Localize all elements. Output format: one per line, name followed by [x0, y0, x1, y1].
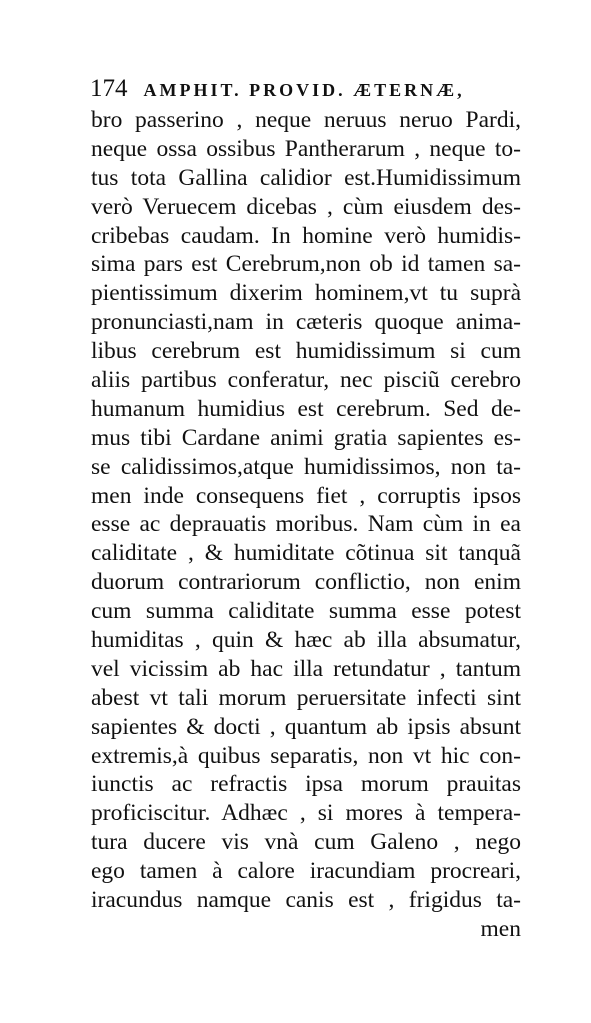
catchword: men	[480, 915, 521, 942]
text-line: cum summa caliditate summa esse potest	[91, 598, 521, 625]
text-line: sima pars est Cerebrum,non ob id tamen sa-	[91, 251, 521, 278]
text-line: proficiscitur. Adhæc , si mores à tempera-	[91, 800, 521, 827]
text-line: libus cerebrum est humidissimum si cum	[91, 338, 521, 365]
text-line: humiditas , quin & hæc ab illa absumatur,	[91, 627, 521, 654]
running-head: AMPHIT. PROVID. ÆTERNÆ,	[143, 80, 465, 100]
text-line: tus tota Gallina calidior est.Humidissimum	[91, 164, 521, 191]
text-line: sapientes & docti , quantum ab ipsis absunt	[91, 713, 521, 740]
text-line: ego tamen à calore iracundiam procreari,	[91, 858, 521, 885]
text-line: iunctis ac refractis ipsa morum prauitas	[91, 771, 521, 798]
text-line: tura ducere vis vnà cum Galeno , nego	[91, 829, 521, 856]
text-line: esse ac deprauatis moribus. Nam cùm in ea	[91, 511, 521, 538]
text-line: bro passerino , neque neruus neruo Pardi,	[91, 107, 521, 133]
text-line: se calidissimos,atque humidissimos, non ta-	[91, 453, 521, 480]
body-text	[91, 106, 521, 944]
text-line: vel vicissim ab hac illa retundatur , tantum	[91, 655, 521, 682]
text-line: mus tibi Cardane animi gratia sapientes es-	[91, 424, 521, 451]
text-line: men inde consequens fiet , corruptis ipsos	[91, 482, 521, 509]
text-line: caliditate , & humiditate cõtinua sit tanquã	[91, 540, 521, 567]
text-line: pientissimum dixerim hominem,vt tu suprà	[91, 280, 521, 307]
text-line: duorum contrariorum conflictio, non enim	[91, 569, 521, 596]
text-line: cribebas caudam. In homine verò humidis-	[91, 222, 521, 249]
text-line: humanum humidius est cerebrum. Sed de-	[91, 395, 521, 422]
text-line: abest vt tali morum peruersitate infecti sint	[91, 684, 521, 711]
text-line: aliis partibus conferatur, nec pisciũ cerebro	[91, 367, 521, 394]
text-line: pronunciasti,nam in cæteris quoque anima-	[91, 309, 521, 336]
text-line: extremis,à quibus separatis, non vt hic con-	[91, 742, 521, 769]
text-line: iracundus namque canis est , frigidus ta-	[91, 887, 521, 914]
page-number: 174	[90, 75, 128, 102]
text-line: neque ossa ossibus Pantherarum , neque to-	[91, 135, 521, 162]
page-header	[90, 72, 530, 106]
text-line: verò Veruecem dicebas , cùm eiusdem des-	[91, 193, 521, 220]
